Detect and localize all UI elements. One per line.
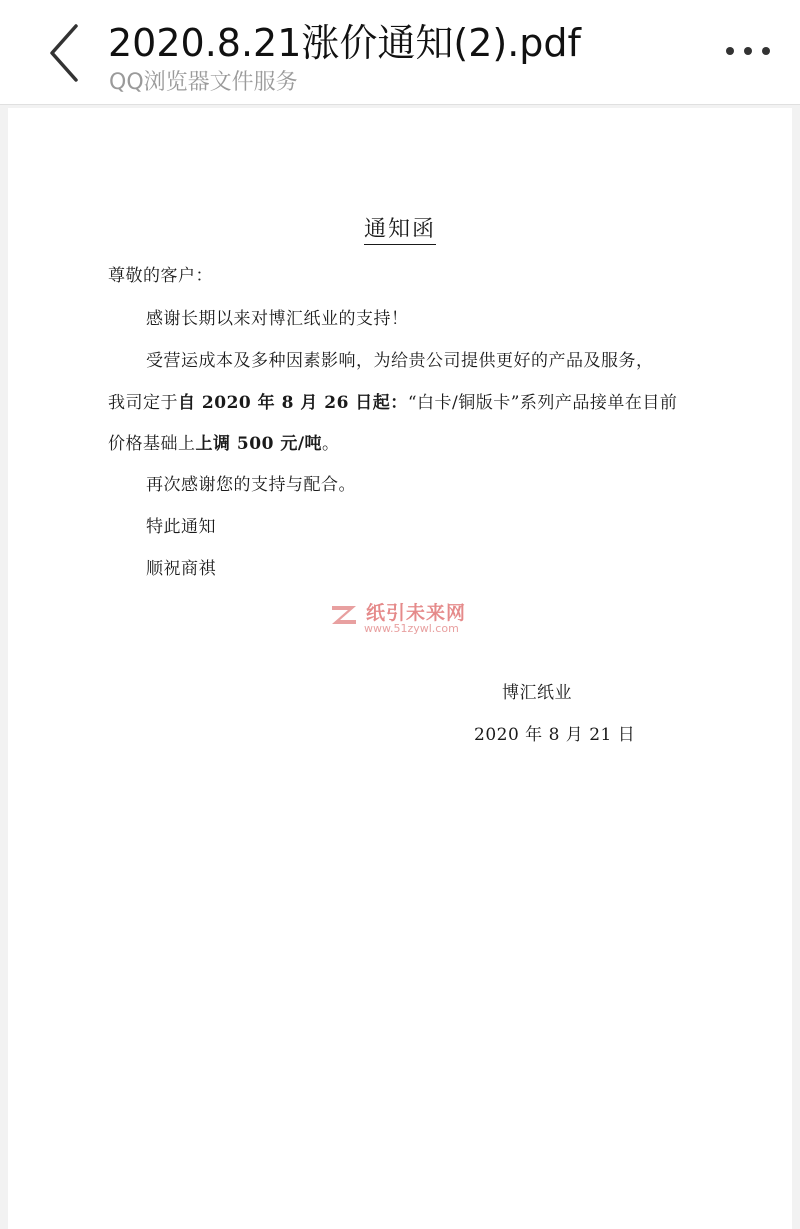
closing-regards: 顺祝商祺 [146, 559, 216, 579]
signature-company: 博汇纸业 [502, 683, 572, 703]
paragraph-reason-line2 [108, 388, 677, 413]
file-title: 2020.8.21涨价通知(2).pdf [108, 21, 581, 65]
effective-date-bold: 自 2020 年 8 月 26 日起： [178, 393, 408, 413]
document-heading: 通知函 [8, 212, 792, 243]
more-button[interactable] [722, 36, 774, 66]
text-segment: 我司定于 [108, 393, 178, 413]
paragraph-thanks: 感谢长期以来对博汇纸业的支持！ [146, 309, 409, 329]
text-segment: “白卡/铜版卡”系列产品接单在目前 [407, 393, 678, 413]
back-button[interactable] [36, 18, 92, 88]
salutation: 尊敬的客户： [108, 266, 213, 286]
chevron-left-icon [36, 18, 92, 88]
signature-date: 2020 年 8 月 21 日 [474, 725, 636, 745]
watermark-name: 纸引未来网 [366, 602, 467, 624]
paragraph-thanks-again: 再次感谢您的支持与配合。 [146, 475, 356, 495]
text-segment: 。 [322, 434, 340, 454]
text-segment: 价格基础上 [108, 434, 196, 454]
watermark-url: www.51zywl.com [364, 622, 459, 635]
more-horizontal-icon [722, 36, 774, 66]
watermark [328, 598, 498, 638]
paragraph-reason-line3 [108, 429, 340, 454]
app-header [0, 0, 800, 105]
closing-notice: 特此通知 [146, 517, 216, 537]
paragraph-reason-line1: 受营运成本及多种因素影响，为给贵公司提供更好的产品及服务， [146, 351, 654, 371]
price-increase-bold: 上调 500 元/吨 [195, 434, 323, 454]
pdf-page[interactable] [8, 108, 792, 1229]
watermark-logo-icon [330, 602, 360, 628]
file-source-subtitle: QQ浏览器文件服务 [109, 70, 298, 95]
